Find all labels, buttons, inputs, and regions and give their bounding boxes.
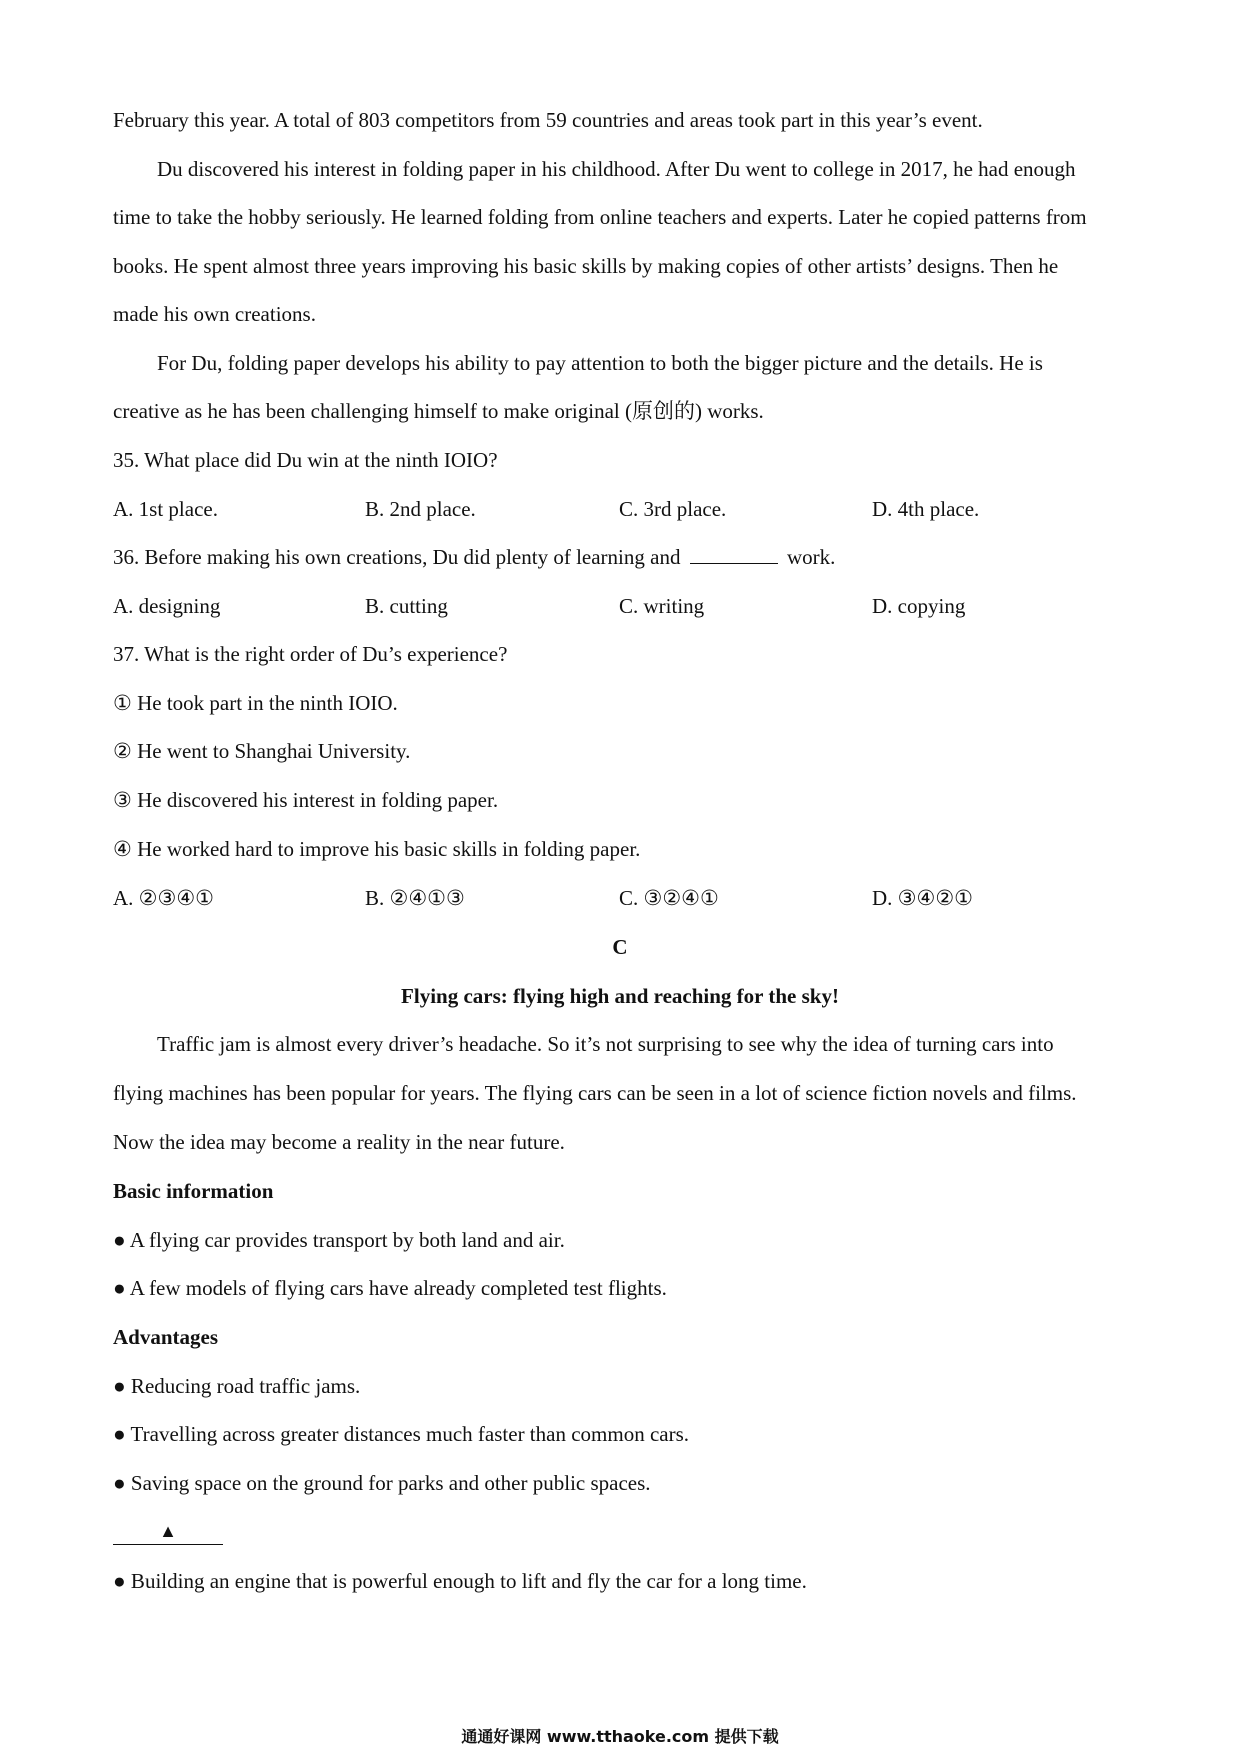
section-c-letter: C — [612, 935, 628, 959]
q36-option-d: D. copying — [872, 594, 966, 618]
passage-b-line-3: time to take the hobby seriously. He learned folding from online teachers and experts. Later he copied patterns from — [113, 205, 1087, 229]
basic-bullet-2: ● A few models of flying cars have already completed test flights. — [113, 1276, 667, 1300]
q37-item-2: ② He went to Shanghai University. — [113, 739, 411, 763]
question-35-stem: 35. What place did Du win at the ninth IOIO? — [113, 448, 498, 472]
q37-option-c: C. ③②④① — [619, 886, 719, 910]
challenge-bullet-1: ● Building an engine that is powerful enough to lift and fly the car for a long time. — [113, 1569, 807, 1593]
passage-b-line-6: For Du, folding paper develops his ability to pay attention to both the bigger picture and the details. He is — [157, 351, 1043, 375]
q36-option-c: C. writing — [619, 594, 705, 618]
page-footer: 通通好课网 www.tthaoke.com 提供下载 — [461, 1727, 779, 1746]
passage-b-line-1: February this year. A total of 803 competitors from 59 countries and areas took part in this year’s event. — [113, 108, 983, 132]
q36-stem-before: 36. Before making his own creations, Du did plenty of learning and — [113, 545, 681, 569]
q37-option-d: D. ③④②① — [872, 886, 973, 910]
q36-answer-blank — [690, 545, 778, 564]
passage-b-line-7: creative as he has been challenging himself to make original (原创的) works. — [113, 399, 764, 423]
question-37-stem: 37. What is the right order of Du’s experience? — [113, 642, 508, 666]
q36-stem-after: work. — [786, 545, 836, 569]
basic-bullet-1: ● A flying car provides transport by both land and air. — [113, 1228, 565, 1252]
q37-item-3: ③ He discovered his interest in folding paper. — [113, 788, 499, 812]
basic-information-heading: Basic information — [113, 1179, 274, 1203]
passage-b-line-5: made his own creations. — [113, 302, 316, 326]
advantage-bullet-3: ● Saving space on the ground for parks and other public spaces. — [113, 1471, 651, 1495]
q37-option-a: A. ②③④① — [113, 886, 214, 910]
passage-c-title: Flying cars: flying high and reaching for the sky! — [401, 984, 839, 1008]
passage-c-intro-1: Traffic jam is almost every driver’s headache. So it’s not surprising to see why the idea of turning cars into — [157, 1032, 1054, 1056]
passage-c-intro-3: Now the idea may become a reality in the near future. — [113, 1130, 565, 1154]
q35-option-b: B. 2nd place. — [365, 497, 476, 521]
triangle-marker-icon: ▲ — [159, 1521, 177, 1541]
advantages-heading: Advantages — [113, 1325, 219, 1349]
q35-option-d: D. 4th place. — [872, 497, 980, 521]
missing-heading-blank — [113, 1518, 223, 1545]
q35-option-c: C. 3rd place. — [619, 497, 727, 521]
q37-item-4: ④ He worked hard to improve his basic skills in folding paper. — [113, 837, 641, 861]
q37-option-b: B. ②④①③ — [365, 886, 465, 910]
advantage-bullet-1: ● Reducing road traffic jams. — [113, 1374, 361, 1398]
passage-b-line-2: Du discovered his interest in folding paper in his childhood. After Du went to college in 2017, he had enough — [157, 157, 1076, 181]
q36-option-a: A. designing — [113, 594, 221, 618]
q36-option-b: B. cutting — [365, 594, 448, 618]
q37-item-1: ① He took part in the ninth IOIO. — [113, 691, 398, 715]
q35-option-a: A. 1st place. — [113, 497, 218, 521]
question-36-stem — [113, 543, 835, 571]
passage-b-line-4: books. He spent almost three years improving his basic skills by making copies of other artists’ designs. Then he — [113, 254, 1059, 278]
advantage-bullet-2: ● Travelling across greater distances much faster than common cars. — [113, 1422, 690, 1446]
passage-c-intro-2: flying machines has been popular for years. The flying cars can be seen in a lot of science fiction novels and films. — [113, 1081, 1077, 1105]
